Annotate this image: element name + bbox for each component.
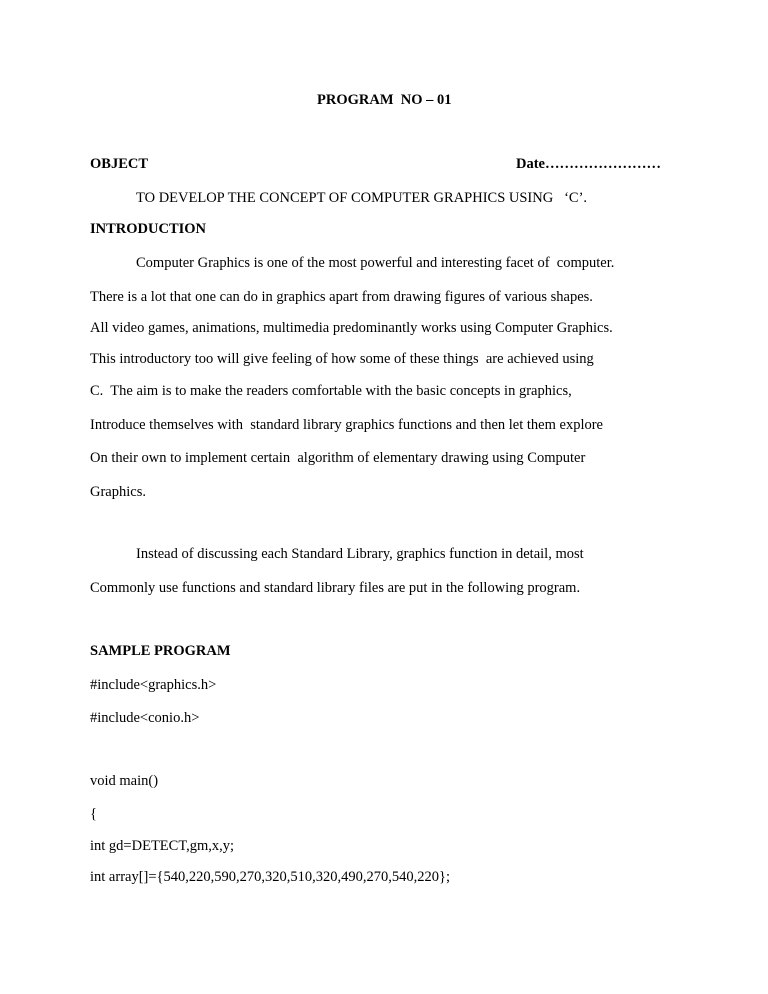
intro-line: There is a lot that one can do in graphics apart from drawing figures of various shapes. bbox=[90, 289, 593, 305]
code-line: int gd=DETECT,gm,x,y; bbox=[90, 838, 235, 854]
intro-line: All video games, animations, multimedia predominantly works using Computer Graphics. bbox=[90, 320, 613, 336]
intro-line: Introduce themselves with standard library graphics functions and then let them explore bbox=[90, 417, 603, 433]
date-label: Date…………………… bbox=[516, 156, 661, 172]
intro-line: Computer Graphics is one of the most powerful and interesting facet of computer. bbox=[136, 255, 615, 271]
code-line: void main() bbox=[90, 773, 159, 789]
code-line: #include<conio.h> bbox=[90, 710, 200, 726]
code-line: #include<graphics.h> bbox=[90, 677, 217, 693]
code-line: int array[]={540,220,590,270,320,510,320,490,270,540,220}; bbox=[90, 869, 450, 885]
object-text: TO DEVELOP THE CONCEPT OF COMPUTER GRAPHICS USING ‘C’. bbox=[136, 190, 588, 206]
paragraph-line: Instead of discussing each Standard Library, graphics function in detail, most bbox=[136, 546, 584, 562]
sample-program-heading: SAMPLE PROGRAM bbox=[90, 643, 231, 659]
intro-line: This introductory too will give feeling of how some of these things are achieved using bbox=[90, 351, 594, 367]
intro-line: Graphics. bbox=[90, 484, 146, 500]
intro-line: C. The aim is to make the readers comfortable with the basic concepts in graphics, bbox=[90, 383, 572, 399]
introduction-heading: INTRODUCTION bbox=[90, 221, 207, 237]
object-heading: OBJECT bbox=[90, 156, 149, 172]
paragraph-line: Commonly use functions and standard library files are put in the following program. bbox=[90, 580, 581, 596]
code-line: { bbox=[90, 806, 97, 822]
intro-line: On their own to implement certain algorithm of elementary drawing using Computer bbox=[90, 450, 586, 466]
page-title: PROGRAM NO – 01 bbox=[317, 92, 452, 108]
